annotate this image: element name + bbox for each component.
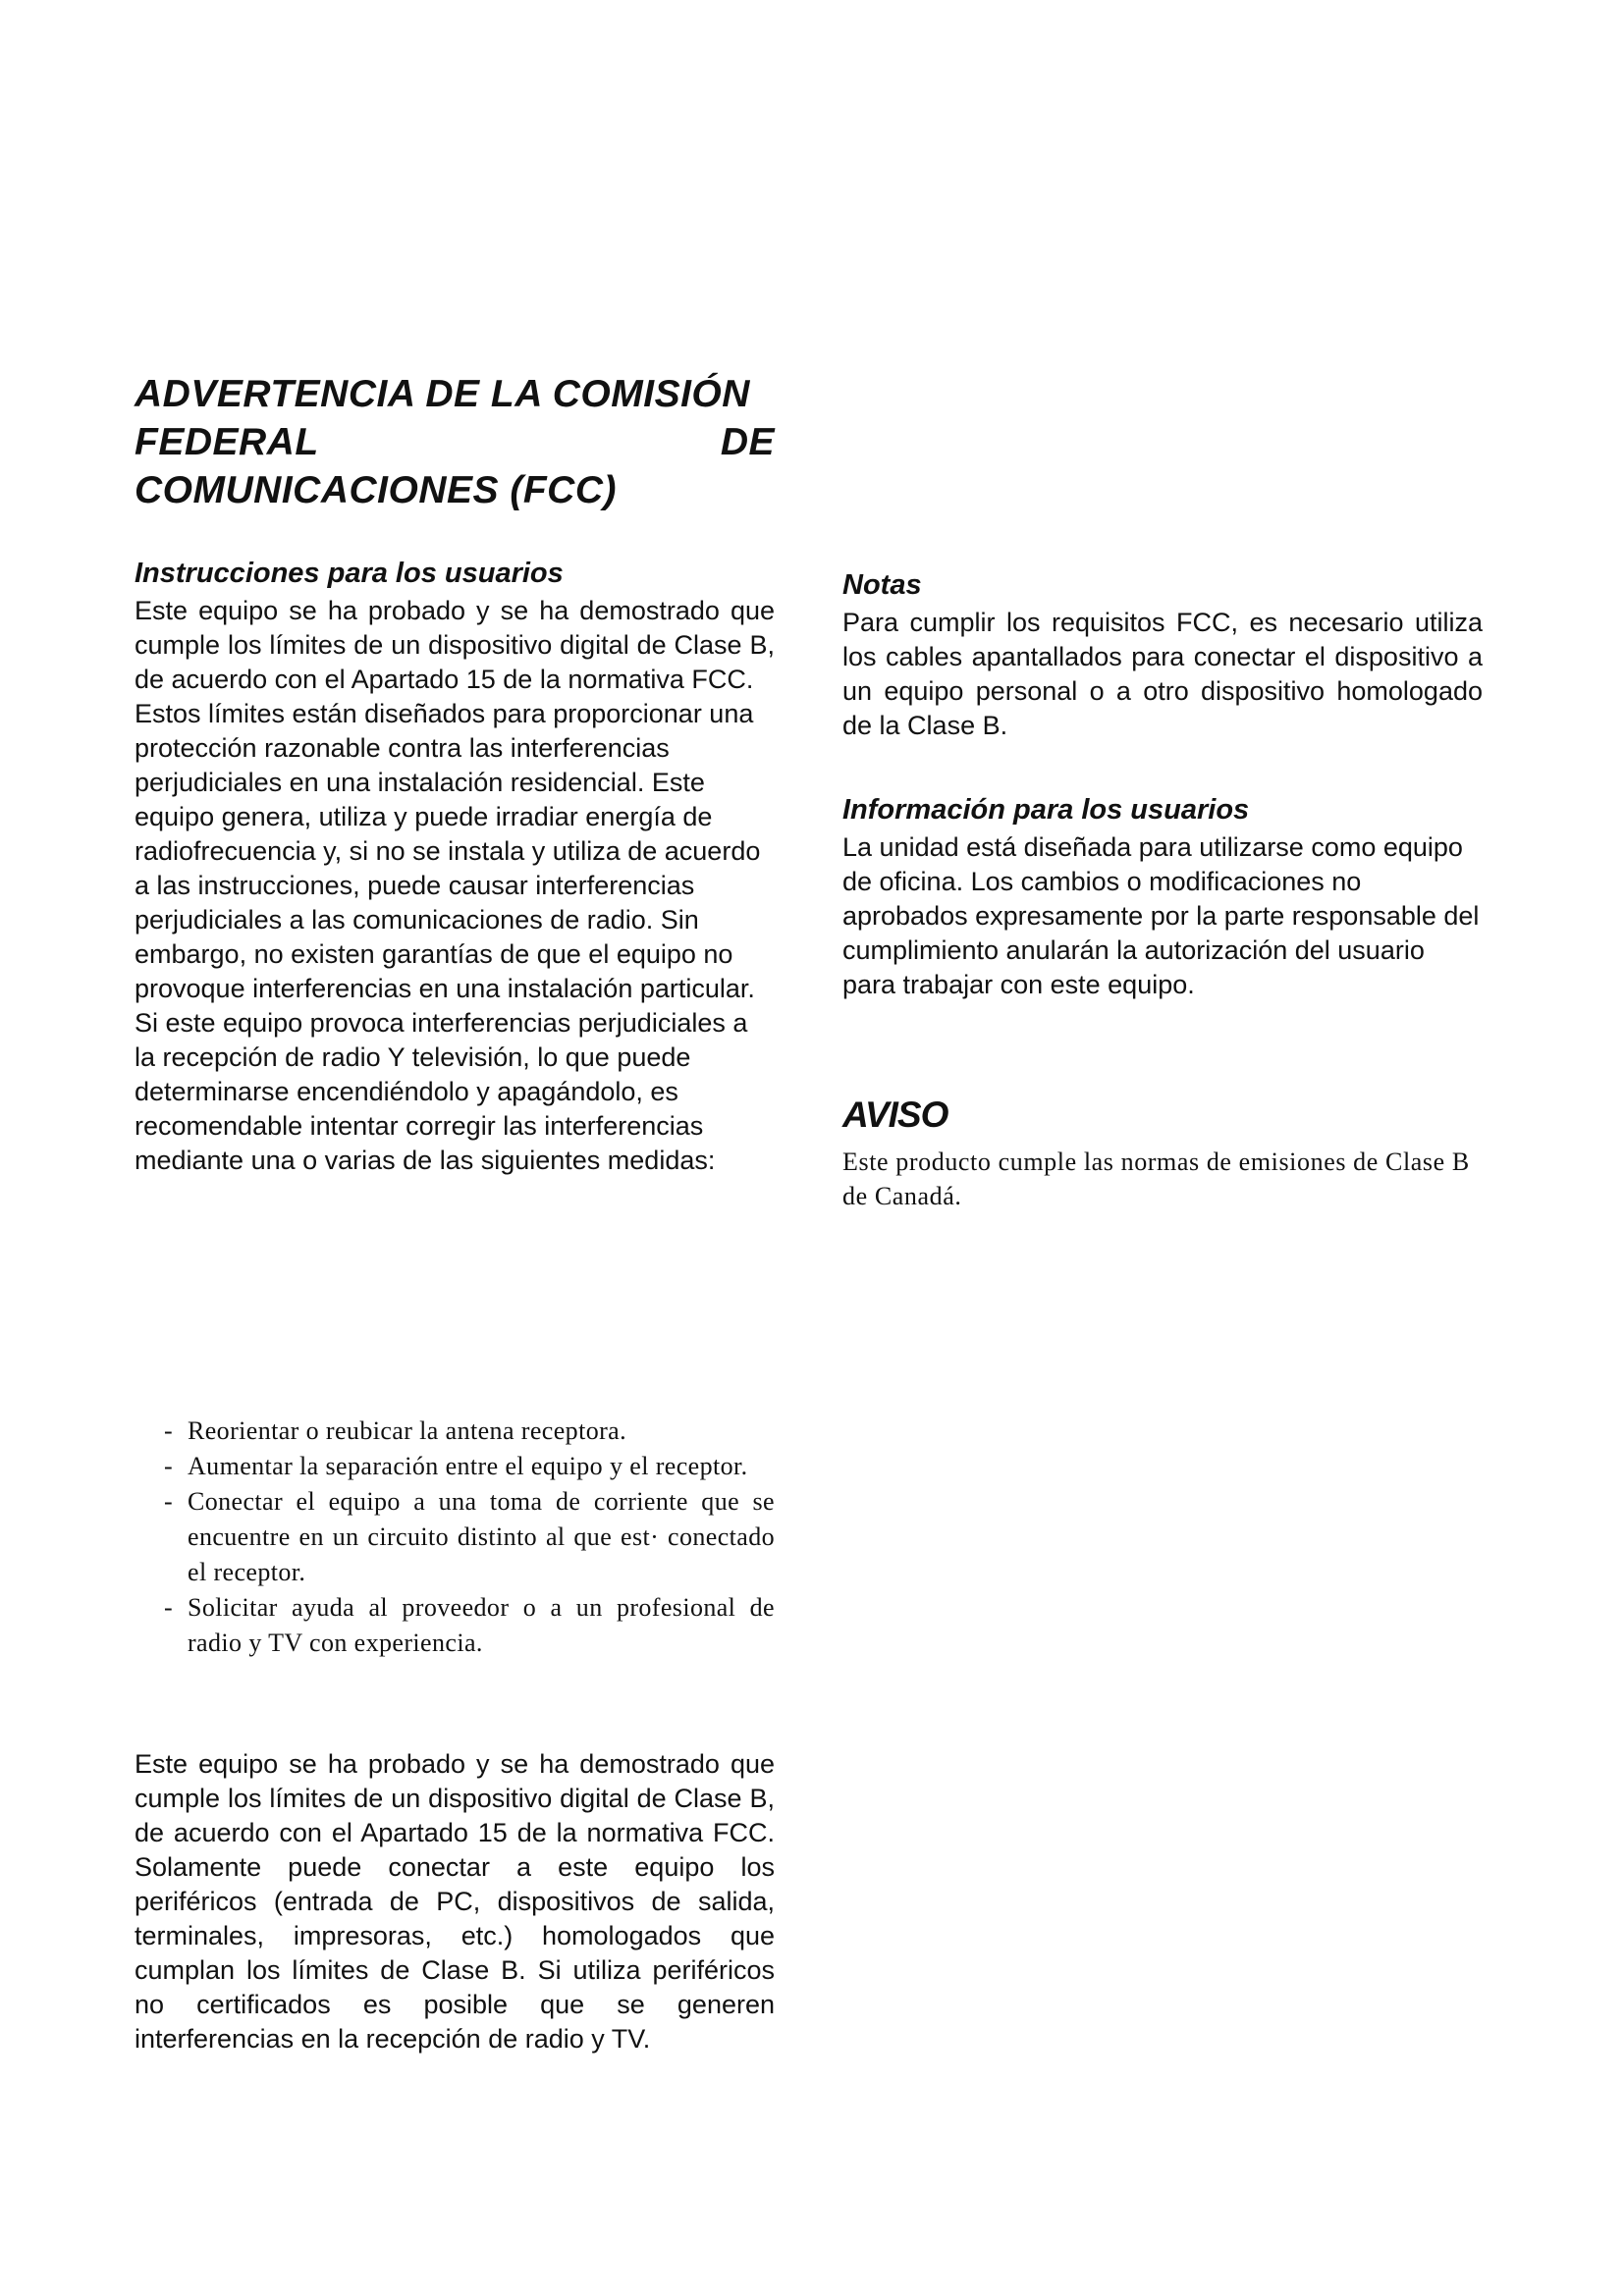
page-title-line-1: ADVERTENCIA DE LA COMISIÓN xyxy=(135,373,750,415)
list-item xyxy=(135,1590,775,1661)
page-title-line-3: COMUNICACIONES (FCC) xyxy=(135,469,617,511)
list-item-text: Reorientar o reubicar la antena receptora. xyxy=(188,1416,626,1445)
page-title-word-federal: FEDERAL xyxy=(135,421,319,463)
compliance-paragraph: Este equipo se ha probado y se ha demostrado que cumple los límites de un dispositivo digital de Clase B, de acuerdo con el Apartado 15 de la normativa FCC. Solamente puede conectar a este equipo los periféricos (entrada de PC, dispositivos de salida, terminales, impresoras, etc.) homologados que cumplan los límites de Clase B. Si utiliza periféricos no certificados es posible que se generen interferencias en la recepción de radio y TV. xyxy=(135,1749,775,2054)
page-title xyxy=(135,370,775,514)
page-title-line-2 xyxy=(135,418,775,466)
list-item xyxy=(135,1449,775,1484)
notas-section xyxy=(842,567,1483,743)
aviso-heading: AVISO xyxy=(842,1095,948,1135)
instructions-paragraph-3: Si este equipo provoca interferencias perjudiciales a la recepción de radio Y televisión, lo que puede determinarse encendiéndolo y apagándolo, es recomendable intentar corregir las interferencias mediante una o varias de las siguientes medidas: xyxy=(135,1008,748,1175)
list-item xyxy=(135,1484,775,1590)
bullet-marker: - xyxy=(164,1593,174,1622)
info-text: La unidad está diseñada para utilizarse como equipo de oficina. Los cambios o modificaciones no aprobados expresamente por la parte responsable del cumplimiento anularán la autorización del usuario para trabajar con este equipo. xyxy=(842,832,1480,999)
bullet-marker: - xyxy=(164,1416,174,1445)
instructions-section xyxy=(135,556,775,1178)
measures-list xyxy=(135,1414,775,1661)
instructions-paragraph-1: Este equipo se ha probado y se ha demostrado que cumple los límites de un dispositivo digital de Clase B, de acuerdo con el Apartado 15 de la normativa FCC. xyxy=(135,596,775,694)
notas-text: Para cumplir los requisitos FCC, es necesario utiliza los cables apantallados para conectar el dispositivo a un equipo personal o a otro dispositivo homologado de la Clase B. xyxy=(842,608,1483,740)
list-item-text: Aumentar la separación entre el equipo y el receptor. xyxy=(188,1452,748,1480)
list-item-text: Conectar el equipo a una toma de corriente que se encuentre en un circuito distinto al que est· conectado el receptor. xyxy=(188,1487,775,1586)
aviso-section xyxy=(842,1094,1483,1213)
instructions-paragraph-2: Estos límites están diseñados para proporcionar una protección razonable contra las interferencias perjudiciales en una instalación residencial. Este equipo genera, utiliza y puede irradiar energía de radiofrecuencia y, si no se instala y utiliza de acuerdo a las instrucciones, puede causar interferencias perjudiciales a las comunicaciones de radio. Sin embargo, no existen garantías de que el equipo no provoque interferencias en una instalación particular. xyxy=(135,699,761,1003)
bullet-marker: - xyxy=(164,1452,174,1480)
aviso-text: Este producto cumple las normas de emisiones de Clase B de Canadá. xyxy=(842,1148,1470,1210)
bullet-marker: - xyxy=(164,1487,174,1516)
info-heading: Información para los usuarios xyxy=(842,794,1250,826)
info-section xyxy=(842,792,1483,1002)
page-title-word-de: DE xyxy=(720,421,775,463)
list-item-text: Solicitar ayuda al proveedor o a un profesional de radio y TV con experiencia. xyxy=(188,1593,775,1657)
list-item xyxy=(135,1414,775,1449)
instructions-heading: Instrucciones para los usuarios xyxy=(135,558,564,589)
notas-heading: Notas xyxy=(842,569,922,601)
